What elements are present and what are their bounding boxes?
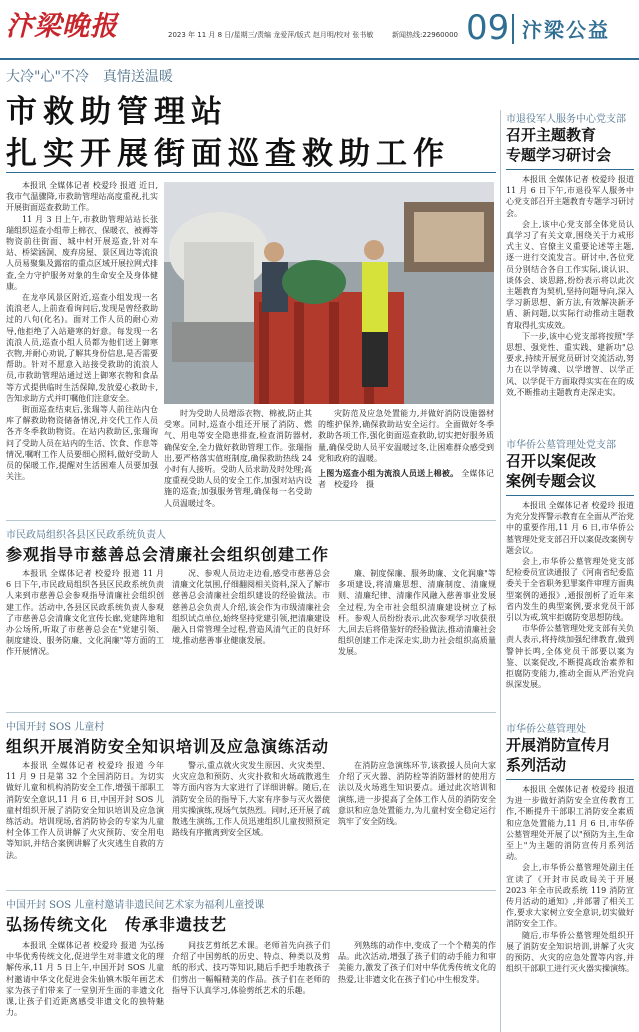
lead-paragraph: 灾防范及应急处置能力,并做好消防设施器材的维护保养,确保救助站安全运行。全面做好冬季救助各项工作,强化街面巡查救助,切实把好服务质量,确保受助人员平安温暖过冬,让困难群众感受到党和政府的温暖。 xyxy=(318,409,494,463)
masthead-rule xyxy=(0,58,639,60)
side-story-3 xyxy=(506,720,634,1022)
story-divider xyxy=(6,520,496,521)
section-title: 汴梁公益 xyxy=(522,18,610,42)
story4-headline: 弘扬传统文化 传承非遗技艺 xyxy=(6,915,228,934)
lead-paragraph: 11 月 3 日上午,市救助管理站站长张瑞组织巡查小组带上棉衣、保暖衣、被褥等物资前往街面、城中村开展巡查,针对车站、桥梁涵洞、废弃房屋、景区周边等流浪人员易聚集及露宿的重点区域开展拉网式排查,全力守护服务对象的生命安全及身体健康。 xyxy=(6,214,158,291)
story4-paragraph: 间技艺剪纸艺术课。老师首先向孩子们介绍了中国剪纸的历史、特点、种类以及剪纸的形式、技巧等知识,随后手把手地教孩子们剪出一幅幅精美的作品。孩子们在老师的指导下认真学习,体验剪纸艺术的乐趣。 xyxy=(172,941,330,995)
photo-caption-credit: 全媒体记者 校爱玲 摄 xyxy=(318,469,494,490)
lead-paragraph: 在龙亭风景区附近,巡查小组发现一名流浪老人,上前查看询问后,发现是曾经救助过的八旬(化名)。面对工作人员的耐心劝导,他拒绝了入站避寒的好意。每发现一名流浪人员,巡查小组人员都为他们送上御寒衣物,并耐心劝说,了解其身份信息,是否需要帮助。针对不愿意入站接受救助的流浪人员,市救助管理站通过送上御寒衣物和食品等方式提供临时生活保障,发放爱心救助卡,告知求助方式并叮嘱他们注意安全。 xyxy=(6,293,158,403)
photo-caption xyxy=(318,468,494,490)
side-rule xyxy=(506,169,634,170)
story3-body xyxy=(6,760,496,880)
dateline: 2023 年 11 月 8 日/星期三/责编 龙爱萍/版式 赵月明/校对 张书敏 xyxy=(168,31,374,39)
side-headline: 案例专题会议 xyxy=(506,472,597,490)
lead-paragraph: 本报讯 全媒体记者 校爱玲 报道 近日,我市气温骤降,市救助管理站高度重视,扎实开展街面巡查救助工作。 xyxy=(6,181,158,213)
side-paragraph: 本报讯 全媒体记者 校爱玲 报道 为充分发挥警示教育在全面从严治党中的重要作用,11 月 6 日,市华侨公墓管理处党支部召开以案促改案例专题会议。 xyxy=(506,501,634,555)
story-divider xyxy=(6,712,496,713)
newspaper-logo: 汴梁晚报 xyxy=(6,11,118,42)
side-paragraph: 会上,市华侨公墓管理处党支部纪检委员宣读通报了《河南省纪委监委关于全省职务犯罪案件审理方面典型案例的通报》,通报剖析了近年来省内发生的典型案例,要求党员干部引以为戒,筑牢拒腐防变思想防线。 xyxy=(506,557,634,623)
page-divider xyxy=(512,14,514,44)
lead-headline-1: 市救助管理站 xyxy=(6,94,228,130)
news-hotline: 新闻热线:22960000 xyxy=(392,31,458,39)
story4-body xyxy=(6,940,496,1030)
page-number: 09 xyxy=(466,8,510,48)
lead-kicker: 大冷"心"不冷 真情送温暖 xyxy=(6,69,173,85)
side-story-1 xyxy=(506,110,634,406)
side-paragraph: 会上,市华侨公墓管理处副主任宣读了《开封市民政局关于开展 2023 年全市民政系统 119 消防宣传月活动的通知》,并部署了相关工作,要求大家树立安全意识,切实做好消防安全工作。 xyxy=(506,863,634,929)
story2-paragraph: 本报讯 全媒体记者 校爱玲 报道 11 月 6 日下午,市民政局组织各县区民政系统负责人来到市慈善总会参观指导清廉社会组织创建工作。活动中,各县区民政系统负责人参观了市慈善总会清廉文化宣传长廊,党建阵地和办公场所,听取了市慈善总会在"党建引领、制度建设、服务防廉、文化润廉"等方面的工作开展情况。 xyxy=(6,569,164,657)
story3-paragraph: 警示,重点就火灾发生原因、火灾类型、火灾应急和预防、火灾扑救和火场疏散逃生等方面内容为大家进行了详细讲解。随后,在消防安全员的指导下,大家有序参与灭火器使用实操演练,现场气氛热烈。同时,还开展了疏散逃生演练,工作人员迅速组织儿童按照预定路线有序撤离到安全区域。 xyxy=(172,761,330,838)
lead-paragraph: 时为受助人员增添衣物、棉被,防止其受寒。同时,巡查小组还开展了消防、燃气、用电等安全隐患排查,检查消防器材,确保安全,全力做好救助管理工作。张瑞指出,要严格落实值班制度,确保救助热线 24 小时有人接听。受助人员求助及时处理;高度重视受助人员的安全工作,加强对站内设施的巡查;加强服务管理,确保每一名受助人员温暖过冬。 xyxy=(164,409,312,508)
story3-kicker: 中国开封 SOS 儿童村 xyxy=(6,722,105,733)
side-headline: 开展消防宣传月 xyxy=(506,736,612,754)
side-paragraph: 随后,市华侨公墓管理处组织开展了消防安全知识培训,讲解了火灾的预防、火灾的应急处置等内容,并组织干部职工进行灭火器实操演练。 xyxy=(506,930,634,974)
side-paragraph: 会上,该中心党支部全体党员认真学习了有关文章,围绕关于力戒形式主义、官僚主义重要论述等主题,逐一进行交流发言。研讨中,各位党员分别结合各自工作实际,谈认识、谈体会、谈思路,纷纷表示将以此次主题教育为契机,坚持问题导向,深入学习新思想、新方法,有效解决新矛盾、新问题,以实际行动推动主题教育取得扎实成效。 xyxy=(506,219,634,330)
lead-column-c xyxy=(318,408,494,508)
side-paragraph: 下一步,该中心党支部将按照"学思想、强党性、重实践、建新功"总要求,持续开展党员研讨交流活动,努力在以学铸魂、以学增智、以学正风、以学促干方面取得实实在在的成效,不断推动主题教育走深走实。 xyxy=(506,331,634,397)
story2-paragraph: 廉、制度保廉、服务助廉、文化润廉"等多项建设,将清廉思想、清廉制度、清廉规则、清廉纪律、清廉作风融入慈善事业发展全过程,为全市社会组织清廉建设树立了标杆。参观人员纷纷表示,此次参观学习收获很大,回去后将借鉴好的经验做法,推动清廉社会组织创建工作走深走实,助力社会组织高质量发展。 xyxy=(338,569,496,657)
side-story-2 xyxy=(506,436,634,700)
story4-paragraph: 列熟练的动作中,变成了一个个精美的作品。此次活动,增强了孩子们的动手能力和审美能力,激发了孩子们对中华优秀传统文化的热爱,让非遗文化在孩子们心中生根发芽。 xyxy=(338,941,496,984)
side-kicker: 市华侨公墓管理处党支部 xyxy=(506,440,616,451)
lead-column-b xyxy=(164,408,312,508)
lead-paragraph: 街面巡查结束后,张瑞等人前往站内仓库了解救助物资储备情况,并交代工作人员各齐冬季救助物资。在站内救助区,张瑞询问了受助人员在站内的生活、饮食、作息等情况,嘱咐工作人员要细心照料,做好受助人员的保暖工作,提醒对生活困难人员要加强关注。 xyxy=(6,405,158,482)
lead-headline-2: 扎实开展街面巡查救助工作 xyxy=(6,136,450,172)
side-rule xyxy=(506,495,634,496)
side-rule xyxy=(506,779,634,780)
side-headline: 召开以案促改 xyxy=(506,452,597,470)
lead-column-a xyxy=(6,180,158,510)
story3-paragraph: 本报讯 全媒体记者 校爱玲 报道 今年 11 月 9 日是第 32 个全国消防日。为切实做好儿童和机构消防安全工作,增强干部职工消防安全意识,11 月 6 日,中国开封 SOS 儿童村组织开展了消防安全知识培训及应急演练活动。培训现场,省消防协会的专家为儿童村全体工作人员讲解了火灾预防、安全用电等知识,并结合案例讲解了火灾逃生自救的方法。 xyxy=(6,761,164,860)
masthead xyxy=(0,0,639,62)
side-body xyxy=(506,784,634,1022)
lead-photo xyxy=(164,182,494,404)
story-divider xyxy=(6,890,496,891)
side-headline: 系列活动 xyxy=(506,756,567,774)
story3-paragraph: 在消防应急演练环节,该救援人员向大家介绍了灭火器、消防栓等消防器材的使用方法以及火场逃生知识要点。通过此次培训和演练,进一步提高了全体工作人员的消防安全意识和应急处置能力,为儿童村安全稳定运行筑牢了安全防线。 xyxy=(338,761,496,827)
story2-paragraph: 况、参观人员边走边看,感受市慈善总会清廉文化氛围,仔细翻阅相关资料,深入了解市慈善总会清廉社会组织建设的经验做法。市慈善总会负责人介绍,该会作为市级清廉社会组织试点单位,始终坚持党建引领,把清廉建设融入日常管理全过程,营造风清气正的良好环境,推动慈善事业健康发展。 xyxy=(172,569,330,646)
story3-headline: 组织开展消防安全知识培训及应急演练活动 xyxy=(6,737,330,756)
side-paragraph: 市华侨公墓管理处党支部有关负责人表示,将持续加强纪律教育,做到警钟长鸣,全体党员干部要以案为鉴、以案促改,不断提高政治素养和拒腐防变能力,推动全面从严治党向纵深发展。 xyxy=(506,624,634,690)
story2-kicker: 市民政局组织各县区民政系统负责人 xyxy=(6,530,166,541)
side-kicker: 市退役军人服务中心党支部 xyxy=(506,114,626,125)
story2-body xyxy=(6,568,496,700)
side-kicker: 市华侨公墓管理处 xyxy=(506,724,586,735)
street-rescue-photo xyxy=(164,182,494,404)
side-headline: 召开主题教育 xyxy=(506,126,597,144)
side-paragraph: 本报讯 全媒体记者 校爱玲 报道 为进一步做好消防安全宣传教育工作,不断提升干部职工消防安全素质和应急处置能力,11 月 6 日,市华侨公墓管理处开展了以"预防为主,生命至上"为主题的消防宣传月系列活动。 xyxy=(506,785,634,862)
side-paragraph: 本报讯 全媒体记者 校爱玲 报道 11 月 6 日下午,市退役军人服务中心党支部召开主题教育专题学习研讨会。 xyxy=(506,175,634,218)
side-headline: 专题学习研讨会 xyxy=(506,146,612,164)
story4-paragraph: 本报讯 全媒体记者 校爱玲 报道 为弘扬中华优秀传统文化,促进学生对非遗文化的理解传承,11 月 5 日上午,中国开封 SOS 儿童村邀请中华文化促进会朱仙镇木版年画艺术家为孩子们带来了一堂别开生面的非遗文化课,让孩子们近距离感受非遗文化的独特魅力。 xyxy=(6,941,164,1018)
story4-kicker: 中国开封 SOS 儿童村邀请非遗民间艺术家为福利儿童授课 xyxy=(6,900,265,911)
photo-caption-main: 上图为巡查小组为流浪人员送上棉被。 xyxy=(318,468,459,479)
column-divider xyxy=(500,110,501,1032)
side-body xyxy=(506,500,634,700)
story2-headline: 参观指导市慈善总会清廉社会组织创建工作 xyxy=(6,545,330,564)
side-body xyxy=(506,174,634,406)
lead-rule xyxy=(6,172,496,173)
